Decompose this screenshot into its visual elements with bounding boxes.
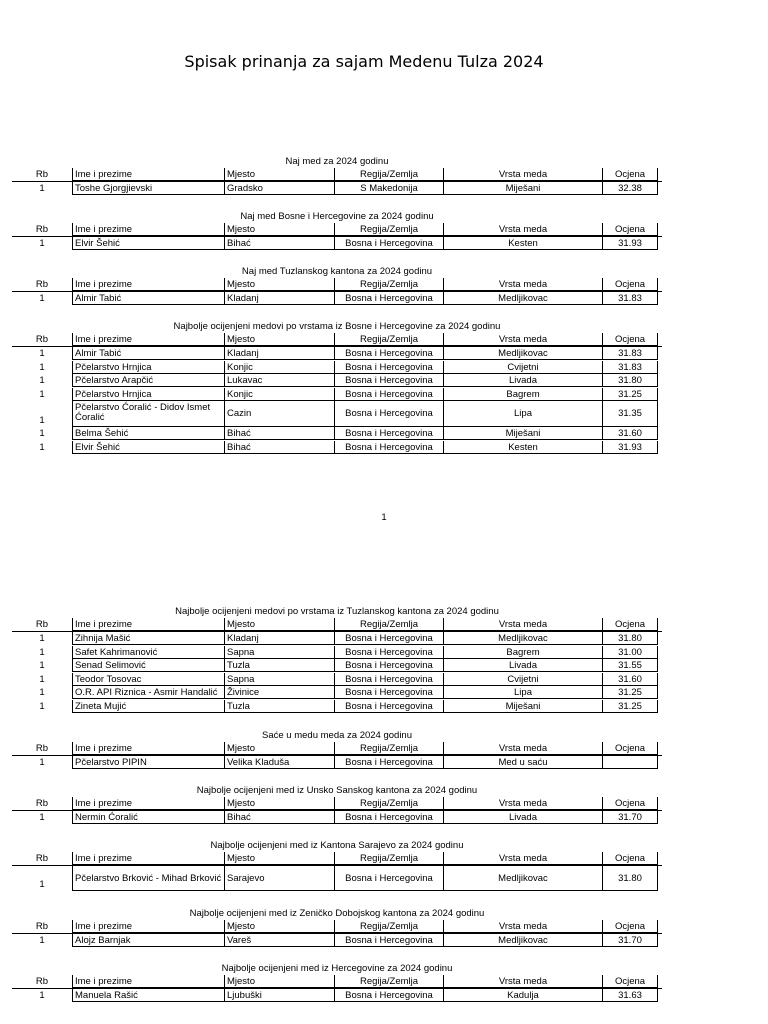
cell-rb: 1: [39, 375, 45, 386]
column-header-mjesto: Mjesto: [224, 852, 334, 865]
cell-vrsta: Medljikovac: [443, 347, 602, 360]
column-header-vrsta: Vrsta meda: [443, 618, 602, 631]
cell-vrsta: Cvijetni: [443, 361, 602, 374]
cell-regija: Bosna i Hercegovina: [334, 374, 443, 387]
table-header-row: [12, 278, 662, 292]
column-header-ocjena: Ocjena: [602, 168, 658, 181]
column-header-mjesto: Mjesto: [224, 920, 334, 933]
column-header-vrsta: Vrsta meda: [443, 742, 602, 755]
cell-rb: 1: [39, 935, 45, 946]
column-header-regija: Regija/Zemlja: [334, 975, 443, 988]
cell-rb: 1: [39, 646, 45, 658]
cell-ocjena: 31.70: [602, 934, 658, 947]
cell-vrsta: Livada: [443, 374, 602, 387]
column-header-ocjena: Ocjena: [602, 920, 658, 933]
table-row: [12, 347, 662, 360]
column-header-rb: Rb: [35, 798, 49, 809]
cell-mjesto: Tuzla: [224, 700, 334, 713]
column-header-regija: Regija/Zemlja: [334, 618, 443, 631]
cell-ocjena: 31.83: [602, 361, 658, 374]
cell-vrsta: Lipa: [443, 401, 602, 427]
cell-mjesto: Sapna: [224, 646, 334, 659]
cell-rb: 1: [39, 428, 45, 439]
cell-vrsta: Cvijetni: [443, 673, 602, 686]
cell-mjesto: Kladanj: [224, 632, 334, 645]
column-header-vrsta: Vrsta meda: [443, 223, 602, 236]
column-header-rb: Rb: [35, 279, 49, 290]
column-header-regija: Regija/Zemlja: [334, 278, 443, 291]
page-title: Spisak prinanja za sajam Medenu Tulza 2024: [184, 52, 544, 71]
table-row: [12, 292, 662, 305]
cell-regija: Bosna i Hercegovina: [334, 361, 443, 374]
cell-regija: Bosna i Hercegovina: [334, 756, 443, 769]
column-header-rb: Rb: [35, 921, 49, 932]
column-header-ime: Ime i prezime: [72, 742, 224, 755]
column-header-ime: Ime i prezime: [72, 618, 224, 631]
cell-ocjena: 31.93: [602, 237, 658, 250]
cell-mjesto: Bihać: [224, 441, 334, 454]
column-header-mjesto: Mjesto: [224, 278, 334, 291]
column-header-rb: Rb: [35, 976, 49, 987]
column-header-rb: Rb: [35, 224, 49, 235]
cell-mjesto: Vareš: [224, 934, 334, 947]
cell-regija: Bosna i Hercegovina: [334, 401, 443, 427]
column-header-vrsta: Vrsta meda: [443, 278, 602, 291]
cell-ime: Zihnija Mašić: [72, 632, 224, 645]
cell-ime: Teodor Tosovac: [72, 673, 224, 686]
table-header-row: [12, 742, 662, 756]
table-row: [12, 673, 662, 686]
cell-rb: 1: [39, 388, 45, 400]
cell-regija: S Makedonija: [334, 182, 443, 195]
cell-regija: Bosna i Hercegovina: [334, 686, 443, 699]
cell-rb: 1: [39, 415, 45, 426]
section-title: Naj med Bosne i Hercegovine za 2024 godinu: [240, 211, 434, 222]
cell-vrsta: Kesten: [443, 441, 602, 454]
cell-ocjena: 31.25: [602, 700, 658, 713]
column-header-rb: Rb: [35, 743, 49, 754]
table-row: [12, 659, 662, 672]
section-title: Najbolje ocijenjeni medovi po vrstama iz Bosne i Hercegovine za 2024 godinu: [173, 321, 501, 332]
column-header-ime: Ime i prezime: [72, 278, 224, 291]
column-header-vrsta: Vrsta meda: [443, 975, 602, 988]
column-header-rb: Rb: [35, 619, 49, 630]
cell-ime: Toshe Gjorgjievski: [72, 182, 224, 195]
cell-regija: Bosna i Hercegovina: [334, 427, 443, 440]
column-header-rb: Rb: [35, 334, 49, 345]
page-number: 1: [381, 512, 387, 523]
cell-vrsta: Livada: [443, 659, 602, 672]
cell-ime: Pčelarstvo PIPIN: [72, 756, 224, 769]
cell-rb: 1: [39, 238, 45, 249]
cell-ime: Elvir Šehić: [72, 237, 224, 250]
cell-rb: 1: [39, 812, 45, 823]
cell-ime: Almir Tabić: [72, 347, 224, 360]
column-header-regija: Regija/Zemlja: [334, 333, 443, 346]
cell-ime: Elvir Šehić: [72, 441, 224, 454]
table-header-row: [12, 852, 662, 866]
cell-mjesto: Velika Kladuša: [224, 756, 334, 769]
cell-ime: Almir Tabić: [72, 292, 224, 305]
cell-ime: Pčelarstvo Hrnjica: [72, 388, 224, 401]
table-header-row: [12, 975, 662, 989]
table-row: [12, 361, 662, 374]
column-header-ocjena: Ocjena: [602, 742, 658, 755]
cell-ocjena: 31.80: [602, 374, 658, 387]
column-header-mjesto: Mjesto: [224, 742, 334, 755]
cell-regija: Bosna i Hercegovina: [334, 659, 443, 672]
cell-mjesto: Konjic: [224, 361, 334, 374]
cell-regija: Bosna i Hercegovina: [334, 441, 443, 454]
table-row: [12, 182, 662, 195]
cell-ime: Pčelarstvo Ćoralić - Didov Ismet Ćoralić: [72, 401, 224, 427]
cell-mjesto: Bihać: [224, 427, 334, 440]
column-header-ime: Ime i prezime: [72, 223, 224, 236]
cell-mjesto: Sapna: [224, 673, 334, 686]
column-header-regija: Regija/Zemlja: [334, 852, 443, 865]
table-row: [12, 401, 662, 427]
table-row: [12, 374, 662, 387]
cell-regija: Bosna i Hercegovina: [334, 989, 443, 1002]
column-header-vrsta: Vrsta meda: [443, 852, 602, 865]
cell-rb: 1: [39, 757, 45, 768]
cell-rb: 1: [39, 660, 45, 671]
cell-mjesto: Ljubuški: [224, 989, 334, 1002]
section-title: Najbolje ocijenjeni med iz Hercegovine za 2024 godinu: [221, 963, 453, 974]
cell-regija: Bosna i Hercegovina: [334, 632, 443, 645]
cell-vrsta: Kadulja: [443, 989, 602, 1002]
cell-vrsta: Miješani: [443, 427, 602, 440]
cell-mjesto: Bihać: [224, 811, 334, 824]
cell-mjesto: Kladanj: [224, 347, 334, 360]
cell-regija: Bosna i Hercegovina: [334, 292, 443, 305]
cell-ime: Alojz Barnjak: [72, 934, 224, 947]
column-header-ocjena: Ocjena: [602, 278, 658, 291]
column-header-regija: Regija/Zemlja: [334, 742, 443, 755]
cell-mjesto: Živinice: [224, 686, 334, 699]
table-header-row: [12, 618, 662, 632]
column-header-mjesto: Mjesto: [224, 333, 334, 346]
cell-mjesto: Lukavac: [224, 374, 334, 387]
cell-vrsta: Miješani: [443, 700, 602, 713]
table-row: [12, 427, 662, 440]
section-title: Naj med za 2024 godinu: [285, 156, 389, 167]
column-header-ime: Ime i prezime: [72, 797, 224, 810]
column-header-mjesto: Mjesto: [224, 618, 334, 631]
cell-regija: Bosna i Hercegovina: [334, 866, 443, 891]
cell-regija: Bosna i Hercegovina: [334, 347, 443, 360]
cell-ime: Senad Selimović: [72, 659, 224, 672]
table-row: [12, 756, 662, 769]
column-header-ocjena: Ocjena: [602, 618, 658, 631]
cell-regija: Bosna i Hercegovina: [334, 388, 443, 401]
cell-mjesto: Konjic: [224, 388, 334, 401]
section-title: Najbolje ocijenjeni medovi po vrstama iz Tuzlanskog kantona za 2024 godinu: [175, 606, 499, 617]
cell-ocjena: 31.55: [602, 659, 658, 672]
cell-vrsta: Lipa: [443, 686, 602, 699]
cell-rb: 1: [39, 990, 45, 1001]
column-header-rb: Rb: [35, 853, 49, 864]
column-header-ime: Ime i prezime: [72, 333, 224, 346]
column-header-mjesto: Mjesto: [224, 797, 334, 810]
cell-ocjena: 31.63: [602, 989, 658, 1002]
section-title: Saće u medu meda za 2024 godinu: [262, 730, 412, 741]
table-row: [12, 388, 662, 401]
cell-rb: 1: [39, 441, 45, 453]
section-title: Najbolje ocijenjeni med iz Kantona Sarajevo za 2024 godinu: [210, 840, 464, 851]
column-header-ime: Ime i prezime: [72, 168, 224, 181]
table-row: [12, 237, 662, 250]
column-header-vrsta: Vrsta meda: [443, 333, 602, 346]
column-header-regija: Regija/Zemlja: [334, 920, 443, 933]
cell-ocjena: 31.60: [602, 427, 658, 440]
cell-regija: Bosna i Hercegovina: [334, 700, 443, 713]
table-row: [12, 934, 662, 947]
cell-rb: 1: [39, 293, 45, 304]
column-header-vrsta: Vrsta meda: [443, 797, 602, 810]
cell-ocjena: 31.93: [602, 441, 658, 454]
column-header-regija: Regija/Zemlja: [334, 223, 443, 236]
cell-vrsta: Miješani: [443, 182, 602, 195]
cell-mjesto: Kladanj: [224, 292, 334, 305]
cell-ocjena: 31.80: [602, 632, 658, 645]
cell-vrsta: Medljikovac: [443, 632, 602, 645]
cell-vrsta: Medljikovac: [443, 866, 602, 891]
cell-regija: Bosna i Hercegovina: [334, 237, 443, 250]
cell-vrsta: Bagrem: [443, 646, 602, 659]
column-header-ocjena: Ocjena: [602, 975, 658, 988]
table-row: [12, 686, 662, 699]
cell-ime: Belma Šehić: [72, 427, 224, 440]
cell-rb: 1: [39, 183, 45, 194]
table-header-row: [12, 168, 662, 182]
cell-vrsta: Bagrem: [443, 388, 602, 401]
table-header-row: [12, 223, 662, 237]
column-header-ocjena: Ocjena: [602, 223, 658, 236]
cell-ocjena: 31.25: [602, 686, 658, 699]
column-header-mjesto: Mjesto: [224, 223, 334, 236]
cell-regija: Bosna i Hercegovina: [334, 673, 443, 686]
cell-mjesto: Cazin: [224, 401, 334, 427]
cell-ocjena: 31.35: [602, 401, 658, 427]
cell-regija: Bosna i Hercegovina: [334, 934, 443, 947]
cell-mjesto: Bihać: [224, 237, 334, 250]
cell-mjesto: Tuzla: [224, 659, 334, 672]
cell-ocjena: 31.80: [602, 866, 658, 891]
cell-ocjena: 31.00: [602, 646, 658, 659]
section-title: Najbolje ocijenjeni med iz Zeničko Dobojskog kantona za 2024 godinu: [189, 908, 485, 919]
cell-ime: Nermin Ćoralić: [72, 811, 224, 824]
column-header-ocjena: Ocjena: [602, 797, 658, 810]
column-header-ocjena: Ocjena: [602, 333, 658, 346]
cell-rb: 1: [39, 700, 45, 712]
column-header-ime: Ime i prezime: [72, 920, 224, 933]
table-row: [12, 989, 662, 1002]
cell-rb: 1: [39, 673, 45, 685]
section-title: Najbolje ocijenjeni med iz Unsko Sanskog kantona za 2024 godinu: [196, 785, 478, 796]
table-header-row: [12, 333, 662, 347]
cell-rb: 1: [39, 633, 45, 644]
cell-ime: O.R. API Riznica - Asmir Handalić: [72, 686, 224, 699]
cell-ime: Manuela Rašić: [72, 989, 224, 1002]
column-header-vrsta: Vrsta meda: [443, 920, 602, 933]
cell-vrsta: Medljikovac: [443, 934, 602, 947]
cell-regija: Bosna i Hercegovina: [334, 811, 443, 824]
table-row: [12, 811, 662, 824]
column-header-vrsta: Vrsta meda: [443, 168, 602, 181]
cell-ocjena: 32.38: [602, 182, 658, 195]
cell-ime: Pčelarstvo Brković - Mihad Brković: [72, 866, 224, 891]
cell-ocjena: 31.70: [602, 811, 658, 824]
column-header-regija: Regija/Zemlja: [334, 797, 443, 810]
cell-ocjena: 31.83: [602, 347, 658, 360]
column-header-mjesto: Mjesto: [224, 168, 334, 181]
table-row: [12, 441, 662, 454]
column-header-mjesto: Mjesto: [224, 975, 334, 988]
table-row: [12, 700, 662, 713]
column-header-regija: Regija/Zemlja: [334, 168, 443, 181]
table-row: [12, 866, 662, 891]
cell-ocjena: 31.83: [602, 292, 658, 305]
cell-regija: Bosna i Hercegovina: [334, 646, 443, 659]
cell-vrsta: Medljikovac: [443, 292, 602, 305]
cell-rb: 1: [39, 348, 45, 359]
cell-ime: Safet Kahrimanović: [72, 646, 224, 659]
cell-ime: Pčelarstvo Arapčić: [72, 374, 224, 387]
column-header-ime: Ime i prezime: [72, 975, 224, 988]
cell-ocjena: [602, 756, 658, 769]
cell-rb: 1: [39, 361, 45, 373]
cell-vrsta: Livada: [443, 811, 602, 824]
cell-rb: 1: [39, 879, 45, 890]
column-header-ime: Ime i prezime: [72, 852, 224, 865]
table-header-row: [12, 920, 662, 934]
section-title: Naj med Tuzlanskog kantona za 2024 godinu: [241, 266, 433, 277]
cell-vrsta: Med u saću: [443, 756, 602, 769]
column-header-rb: Rb: [35, 169, 49, 180]
cell-ocjena: 31.60: [602, 673, 658, 686]
cell-rb: 1: [39, 687, 45, 698]
cell-ocjena: 31.25: [602, 388, 658, 401]
table-row: [12, 646, 662, 659]
cell-mjesto: Sarajevo: [224, 866, 334, 891]
table-row: [12, 632, 662, 645]
cell-ime: Zineta Mujić: [72, 700, 224, 713]
table-header-row: [12, 797, 662, 811]
cell-vrsta: Kesten: [443, 237, 602, 250]
cell-mjesto: Gradsko: [224, 182, 334, 195]
column-header-ocjena: Ocjena: [602, 852, 658, 865]
cell-ime: Pčelarstvo Hrnjica: [72, 361, 224, 374]
